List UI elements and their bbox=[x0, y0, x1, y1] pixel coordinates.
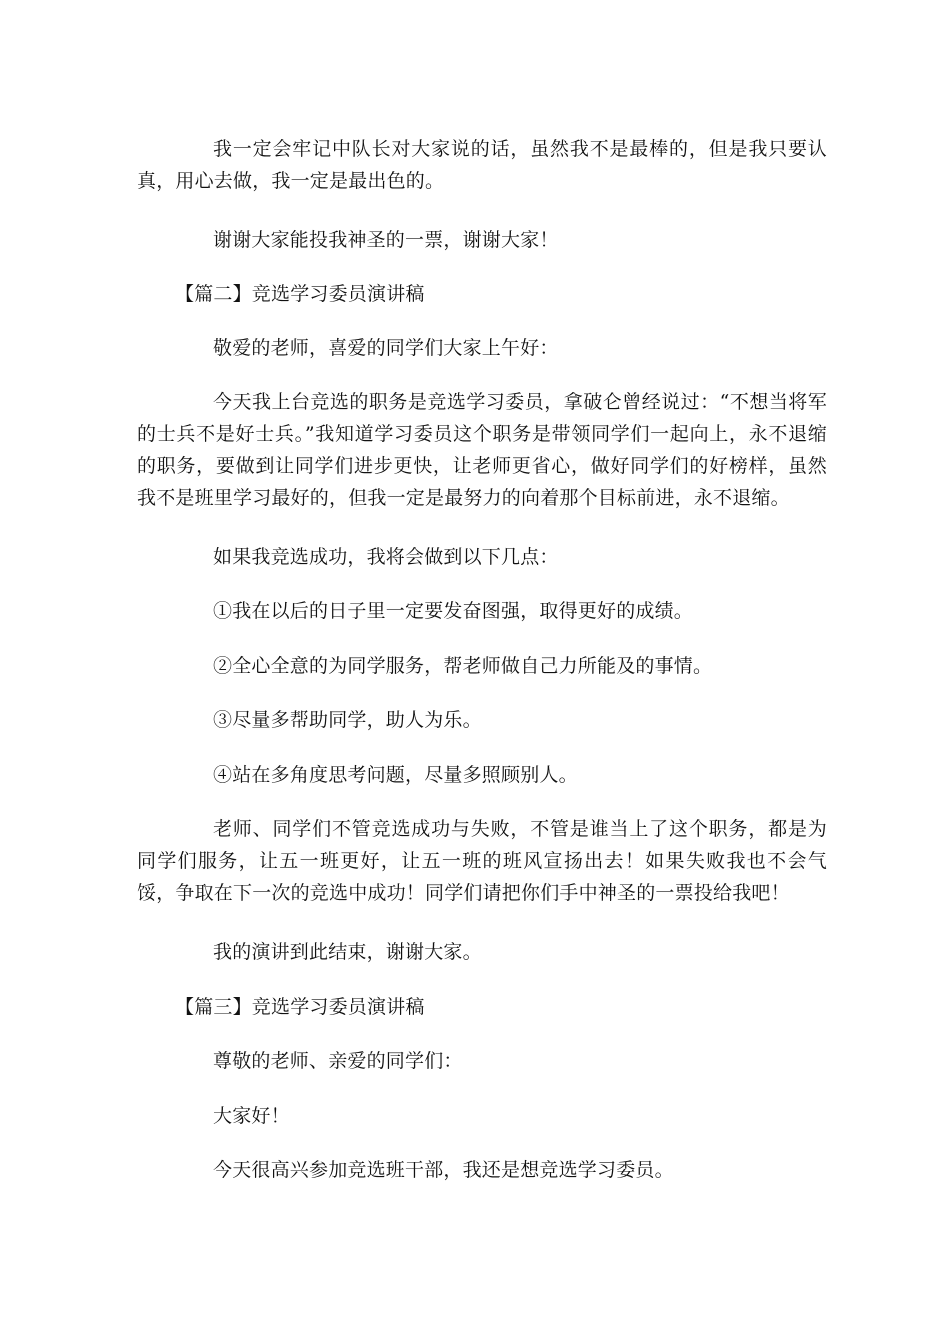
paragraph-intro-speech: 今天我上台竞选的职务是竞选学习委员，拿破仑曾经说过：“不想当将军的士兵不是好士兵。”我知道学习委员这个职务是带领同学们一起向上，永不退缩的职务，要做到让同学们进步更快，让老师更省心，做好同学们的好榜样，虽然我不是班里学习最好的，但我一定是最努力的向着那个目标前进，永不退缩。 bbox=[137, 391, 827, 509]
paragraph-plan-intro: 如果我竞选成功，我将会做到以下几点： bbox=[213, 546, 559, 568]
list-item-point-2: ②全心全意的为同学服务，帮老师做自己力所能及的事情。 bbox=[213, 655, 713, 677]
list-item-point-3: ③尽量多帮助同学，助人为乐。 bbox=[213, 709, 482, 731]
list-item-point-4: ④站在多角度思考问题，尽量多照顾别人。 bbox=[213, 764, 578, 786]
list-item-point-1: ①我在以后的日子里一定要发奋图强，取得更好的成绩。 bbox=[213, 600, 694, 622]
paragraph-appeal: 老师、同学们不管竞选成功与失败，不管是谁当上了这个职务，都是为同学们服务，让五一班更好，让五一班的班风宣扬出去！如果失败我也不会气馁，争取在下一次的竞选中成功！同学们请把你们手中神圣的一票投给我吧！ bbox=[137, 818, 827, 904]
section-heading-2: 【篇二】竞选学习委员演讲稿 bbox=[175, 283, 425, 305]
paragraph-intent: 今天很高兴参加竞选班干部，我还是想竞选学习委员。 bbox=[213, 1159, 674, 1181]
section-heading-3: 【篇三】竞选学习委员演讲稿 bbox=[175, 996, 425, 1018]
paragraph-closing-promise: 我一定会牢记中队长对大家说的话，虽然我不是最棒的，但是我只要认真，用心去做，我一定是最出色的。 bbox=[137, 138, 827, 192]
paragraph-ending: 我的演讲到此结束，谢谢大家。 bbox=[213, 941, 482, 963]
paragraph-thanks: 谢谢大家能投我神圣的一票，谢谢大家！ bbox=[213, 229, 559, 251]
paragraph-hello: 大家好！ bbox=[213, 1105, 290, 1127]
paragraph-greeting-3: 尊敬的老师、亲爱的同学们： bbox=[213, 1050, 463, 1072]
paragraph-greeting: 敬爱的老师，喜爱的同学们大家上午好： bbox=[213, 337, 559, 359]
